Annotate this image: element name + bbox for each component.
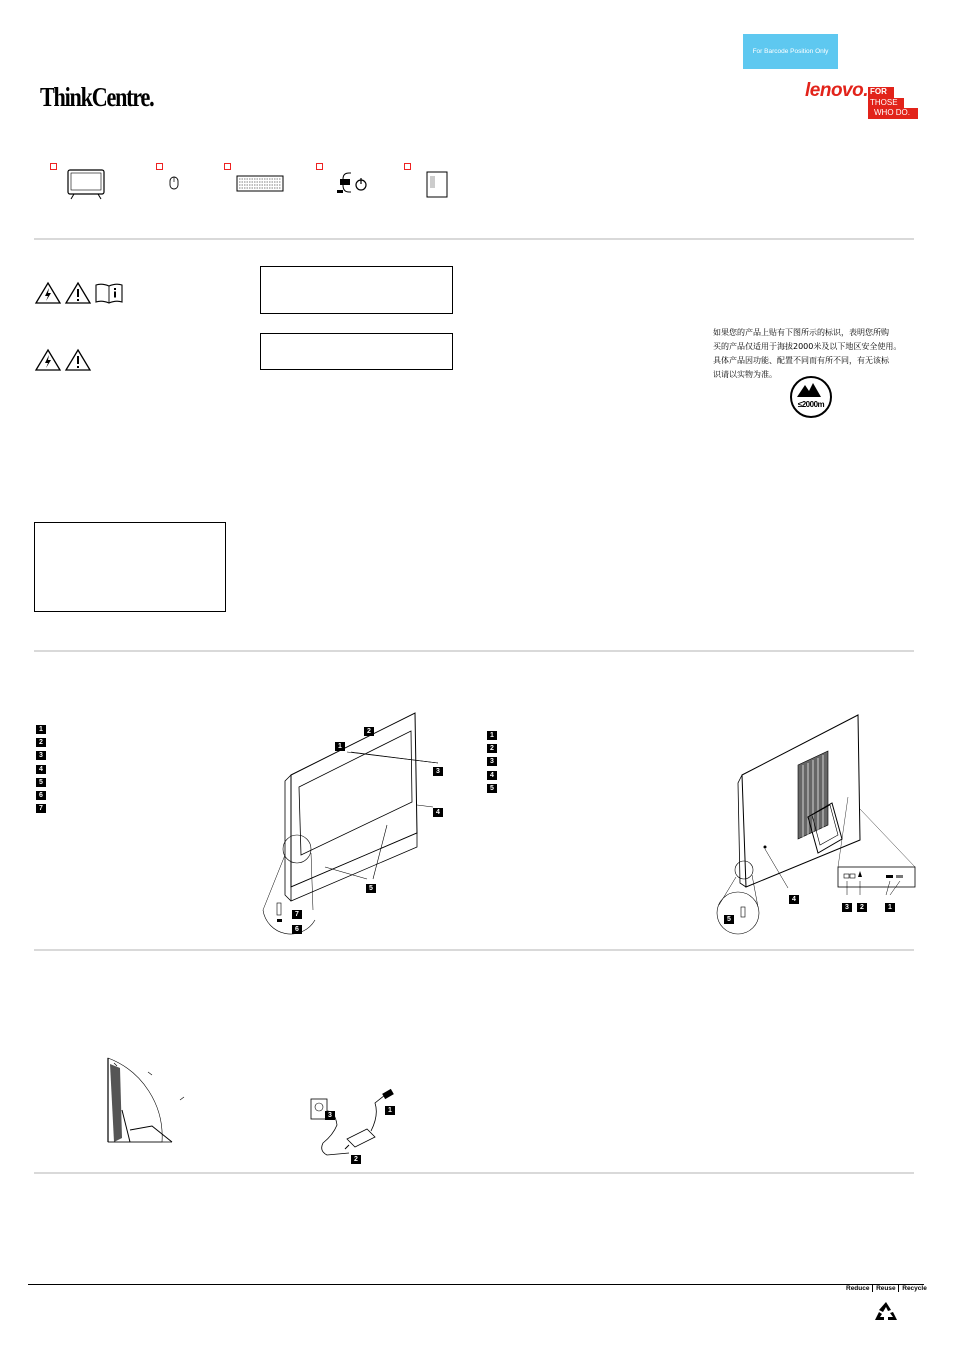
rear-callout-4: 4 bbox=[789, 888, 799, 906]
legend-num-6: 6 bbox=[36, 791, 46, 800]
legend-num-3: 3 bbox=[36, 751, 46, 760]
mouse-icon bbox=[169, 176, 179, 190]
power-adapter-icon bbox=[335, 170, 369, 196]
rear-legend-num-2: 2 bbox=[487, 744, 497, 753]
reduce-label: Reduce bbox=[846, 1285, 870, 1293]
front-callout-5: 5 bbox=[366, 877, 376, 895]
section-divider-3 bbox=[34, 949, 914, 951]
safety-text-box-1 bbox=[260, 266, 453, 314]
power-callout-1: 1 bbox=[385, 1099, 395, 1117]
rear-callout-1: 1 bbox=[885, 896, 895, 914]
recycle-icon bbox=[873, 1300, 899, 1324]
tilt-angle-diagram bbox=[100, 1050, 195, 1150]
front-callout-3: 3 bbox=[433, 760, 443, 778]
warning-icon-2 bbox=[64, 348, 92, 372]
reuse-label: Reuse bbox=[876, 1285, 896, 1293]
altitude-line-3: 具体产品因功能、配置不同而有所不同，有无该标 bbox=[713, 356, 889, 365]
mountain-icon bbox=[797, 383, 825, 397]
altitude-line-4: 识请以实物为准。 bbox=[713, 370, 777, 379]
lenovo-logo bbox=[805, 80, 868, 102]
power-callout-3: 3 bbox=[325, 1104, 335, 1122]
legend-num-2: 2 bbox=[36, 738, 46, 747]
electrical-hazard-icon bbox=[34, 281, 62, 305]
rear-callout-5: 5 bbox=[724, 908, 734, 926]
rear-legend-num-4: 4 bbox=[487, 771, 497, 780]
rear-legend-num-3: 3 bbox=[487, 757, 497, 766]
altitude-line-1: 如果您的产品上贴有下图所示的标识，表明您所购 bbox=[713, 328, 889, 337]
document-icon bbox=[426, 171, 448, 198]
product-name: ThinkCentre. bbox=[40, 82, 154, 112]
keyboard-icon bbox=[236, 175, 284, 192]
checkbox-power bbox=[316, 163, 323, 170]
barcode-placeholder bbox=[743, 34, 838, 69]
front-view-illustration bbox=[255, 705, 455, 945]
altitude-symbol bbox=[790, 376, 832, 418]
checkbox-docs bbox=[404, 163, 411, 170]
rear-callout-3: 3 bbox=[842, 896, 852, 914]
electrical-hazard-icon-2 bbox=[34, 348, 62, 372]
thinkcentre-logo bbox=[40, 82, 153, 113]
section-divider-2 bbox=[34, 650, 914, 652]
front-callout-4: 4 bbox=[433, 801, 443, 819]
front-callout-7: 7 bbox=[292, 903, 302, 921]
front-view-legend bbox=[36, 725, 46, 817]
front-callout-1: 1 bbox=[335, 735, 345, 753]
tag-who-do: WHO DO. bbox=[868, 108, 918, 119]
warning-icon bbox=[64, 281, 92, 305]
section-divider-1 bbox=[34, 238, 914, 240]
checkbox-mouse bbox=[156, 163, 163, 170]
front-callout-6: 6 bbox=[292, 918, 302, 936]
lenovo-wordmark: lenovo. bbox=[805, 80, 869, 101]
tag-those: THOSE bbox=[868, 98, 904, 109]
legend-num-7: 7 bbox=[36, 804, 46, 813]
safety-text-box-2 bbox=[260, 333, 453, 370]
read-manual-icon bbox=[94, 282, 124, 304]
legend-num-1: 1 bbox=[36, 725, 46, 734]
tag-for: FOR bbox=[868, 87, 894, 98]
monitor-icon bbox=[66, 168, 106, 200]
legend-num-4: 4 bbox=[36, 765, 46, 774]
legend-num-5: 5 bbox=[36, 778, 46, 787]
for-those-who-do-tag bbox=[868, 87, 920, 119]
altitude-symbol-text: ≤2000m bbox=[797, 400, 825, 409]
footer-rule bbox=[28, 1284, 924, 1285]
altitude-line-2: 买的产品仅适用于海拔2000米及以下地区安全使用。 bbox=[713, 342, 902, 351]
rear-legend-num-1: 1 bbox=[487, 731, 497, 740]
front-callout-2: 2 bbox=[364, 720, 374, 738]
section-divider-4 bbox=[34, 1172, 914, 1174]
rear-view-legend bbox=[487, 731, 497, 797]
checkbox-monitor bbox=[50, 163, 57, 170]
notice-text-box bbox=[34, 522, 226, 612]
power-callout-2: 2 bbox=[351, 1148, 361, 1166]
checkbox-keyboard bbox=[224, 163, 231, 170]
recycle-label: Recycle bbox=[902, 1285, 927, 1293]
recycle-labels bbox=[846, 1285, 927, 1292]
barcode-text: For Barcode Position Only bbox=[752, 48, 829, 55]
rear-callout-2: 2 bbox=[857, 896, 867, 914]
rear-legend-num-5: 5 bbox=[487, 784, 497, 793]
altitude-note bbox=[713, 326, 918, 382]
